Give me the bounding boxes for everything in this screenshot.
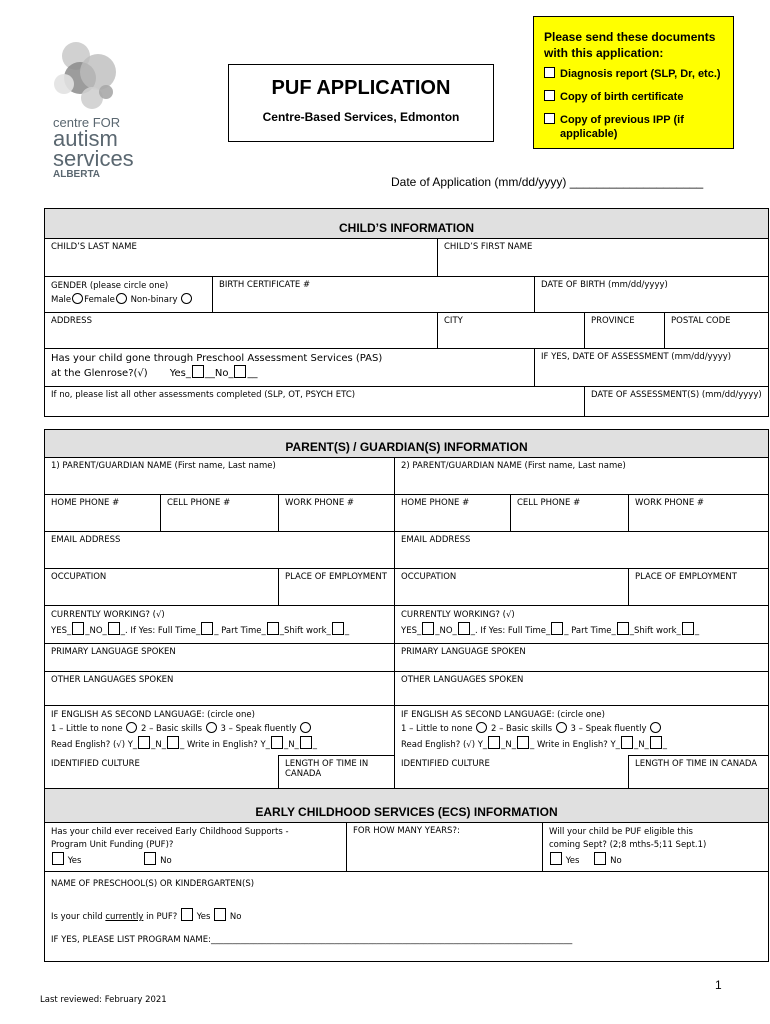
child-last-name-field[interactable]: CHILD’S LAST NAME [45, 239, 438, 277]
logo-line4: ALBERTA [53, 169, 101, 180]
logo [48, 22, 168, 182]
parent1-language-field[interactable]: PRIMARY LANGUAGE SPOKEN [45, 644, 395, 672]
parent2-working-field[interactable]: CURRENTLY WORKING? (√) YES_ _NO_ _. If Yes: Full Time_ _ Part Time_ _Shift work_ _ [395, 606, 769, 644]
parent2-language-field[interactable]: PRIMARY LANGUAGE SPOKEN [395, 644, 769, 672]
child-first-name-field[interactable]: CHILD’S FIRST NAME [438, 239, 769, 277]
parent1-work-phone[interactable]: WORK PHONE # [279, 495, 395, 532]
radio-circle[interactable] [650, 722, 661, 733]
page-title: PUF APPLICATION [271, 77, 451, 99]
checkbox[interactable] [234, 365, 246, 378]
parent1-other-languages-field[interactable]: OTHER LANGUAGES SPOKEN [45, 672, 395, 706]
checkbox[interactable] [192, 365, 204, 378]
date-of-birth-field[interactable]: DATE OF BIRTH (mm/dd/yyyy) [535, 277, 769, 313]
parent2-name-field[interactable]: 2) PARENT/GUARDIAN NAME (First name, Last name) [395, 458, 769, 495]
logo-line3: services [53, 146, 134, 171]
checkbox[interactable] [488, 736, 500, 749]
radio-circle[interactable] [300, 722, 311, 733]
parent2-occupation-field[interactable]: OCCUPATION [395, 569, 629, 606]
ecs-preschool-block[interactable]: NAME OF PRESCHOOL(S) OR KINDERGARTEN(S) Is your child currently in PUF? Yes No IF YES, PLEASE LIST PROGRAM NAME:_____________________________________________________________________________________ [45, 872, 769, 962]
date-of-application[interactable]: Date of Application (mm/dd/yyyy) ____________________ [391, 175, 704, 189]
checkbox[interactable] [181, 908, 193, 921]
parent2-esl-field[interactable]: IF ENGLISH AS SECOND LANGUAGE: (circle one) 1 – Little to none 2 – Basic skills 3 – Speak fluently Read English? (√) Y_ _N_ _ Write in English? Y_ _N_ _ [395, 706, 769, 756]
parent2-home-phone[interactable]: HOME PHONE # [395, 495, 511, 532]
parent2-email-field[interactable]: EMAIL ADDRESS [395, 532, 769, 569]
checkbox[interactable] [551, 622, 563, 635]
documents-box [533, 16, 734, 149]
checkbox[interactable] [422, 622, 434, 635]
page-subtitle: Centre-Based Services, Edmonton [262, 110, 460, 124]
pas-date-field[interactable]: IF YES, DATE OF ASSESSMENT (mm/dd/yyyy) [535, 349, 769, 387]
parent2-canada-time-field[interactable]: LENGTH OF TIME IN CANADA [629, 756, 769, 790]
parent1-canada-time-field[interactable]: LENGTH OF TIME IN CANADA [279, 756, 395, 790]
checkbox[interactable] [550, 852, 562, 865]
parent1-cell-phone[interactable]: CELL PHONE # [161, 495, 279, 532]
parent2-work-phone[interactable]: WORK PHONE # [629, 495, 769, 532]
pas-question[interactable]: Has your child gone through Preschool Assessment Services (PAS) at the Glenrose?(√) Yes_ __No_ __ [45, 349, 535, 387]
parent1-email-field[interactable]: EMAIL ADDRESS [45, 532, 395, 569]
radio-circle[interactable] [181, 293, 192, 304]
parent2-other-languages-field[interactable]: OTHER LANGUAGES SPOKEN [395, 672, 769, 706]
logo-line2: autism [53, 126, 118, 151]
radio-circle[interactable] [206, 722, 217, 733]
child-info-header: CHILD’S INFORMATION [45, 209, 769, 239]
checkbox[interactable] [621, 736, 633, 749]
parent-info-header: PARENT(S) / GUARDIAN(S) INFORMATION [45, 430, 769, 458]
parent1-culture-field[interactable]: IDENTIFIED CULTURE [45, 756, 279, 790]
checkbox[interactable] [144, 852, 156, 865]
ecs-eligible-question[interactable]: Will your child be PUF eligible this coming Sept? (2;8 mths-5;11 Sept.1) Yes No [543, 823, 769, 872]
checkbox[interactable] [544, 113, 555, 124]
checkbox[interactable] [271, 736, 283, 749]
checkbox[interactable] [300, 736, 312, 749]
checkbox[interactable] [332, 622, 344, 635]
city-field[interactable]: CITY [438, 313, 585, 349]
ecs-info-header: EARLY CHILDHOOD SERVICES (ECS) INFORMATION [45, 789, 769, 823]
checkbox[interactable] [544, 67, 555, 78]
postal-code-field[interactable]: POSTAL CODE [665, 313, 769, 349]
parent1-working-field[interactable]: CURRENTLY WORKING? (√) YES_ _NO_ _. If Yes: Full Time_ _ Part Time_ _Shift work_ _ [45, 606, 395, 644]
other-assessments-field[interactable]: If no, please list all other assessments completed (SLP, OT, PSYCH ETC) [45, 387, 585, 417]
checkbox[interactable] [650, 736, 662, 749]
parent1-esl-field[interactable]: IF ENGLISH AS SECOND LANGUAGE: (circle one) 1 – Little to none 2 – Basic skills 3 – Speak fluently Read English? (√) Y_ _N_ _ Write in English? Y_ _N_ _ [45, 706, 395, 756]
checkbox[interactable] [167, 736, 179, 749]
checkbox[interactable] [214, 908, 226, 921]
logo-circles-icon [50, 22, 122, 110]
gender-field[interactable]: GENDER (please circle one) Male Female Non-binary [45, 277, 213, 313]
checkbox[interactable] [267, 622, 279, 635]
checkbox[interactable] [517, 736, 529, 749]
province-field[interactable]: PROVINCE [585, 313, 665, 349]
parent1-home-phone[interactable]: HOME PHONE # [45, 495, 161, 532]
radio-circle[interactable] [556, 722, 567, 733]
parent2-employment-field[interactable]: PLACE OF EMPLOYMENT [629, 569, 769, 606]
parent-info-table [44, 429, 769, 790]
checkbox[interactable] [682, 622, 694, 635]
logo-line1: centre FOR [53, 115, 121, 130]
ecs-received-question[interactable]: Has your child ever received Early Childhood Supports - Program Unit Funding (PUF)? Yes No [45, 823, 347, 872]
parent1-name-field[interactable]: 1) PARENT/GUARDIAN NAME (First name, Last name) [45, 458, 395, 495]
document-item: Copy of previous IPP (if applicable) [544, 113, 725, 141]
checkbox[interactable] [458, 622, 470, 635]
document-item: Copy of birth certificate [544, 90, 725, 104]
document-item: Diagnosis report (SLP, Dr, etc.) [544, 67, 725, 81]
last-reviewed: Last reviewed: February 2021 [40, 995, 167, 1005]
checkbox[interactable] [594, 852, 606, 865]
radio-circle[interactable] [476, 722, 487, 733]
checkbox[interactable] [72, 622, 84, 635]
parent1-occupation-field[interactable]: OCCUPATION [45, 569, 279, 606]
checkbox[interactable] [544, 90, 555, 101]
checkbox[interactable] [108, 622, 120, 635]
parent2-culture-field[interactable]: IDENTIFIED CULTURE [395, 756, 629, 790]
child-info-table [44, 208, 769, 417]
title-box [228, 64, 494, 142]
parent2-cell-phone[interactable]: CELL PHONE # [511, 495, 629, 532]
address-field[interactable]: ADDRESS [45, 313, 438, 349]
ecs-info-table [44, 788, 769, 962]
page-number: 1 [715, 978, 722, 992]
parent1-employment-field[interactable]: PLACE OF EMPLOYMENT [279, 569, 395, 606]
other-assessments-date-field[interactable]: DATE OF ASSESSMENT(S) (mm/dd/yyyy) [585, 387, 769, 417]
checkbox[interactable] [52, 852, 64, 865]
radio-circle[interactable] [72, 293, 83, 304]
documents-heading: Please send these documents with this application: [544, 30, 716, 60]
radio-circle[interactable] [116, 293, 127, 304]
checkbox[interactable] [138, 736, 150, 749]
checkbox[interactable] [201, 622, 213, 635]
ecs-years-field[interactable]: FOR HOW MANY YEARS?: [347, 823, 543, 872]
birth-certificate-field[interactable]: BIRTH CERTIFICATE # [213, 277, 535, 313]
radio-circle[interactable] [126, 722, 137, 733]
checkbox[interactable] [617, 622, 629, 635]
